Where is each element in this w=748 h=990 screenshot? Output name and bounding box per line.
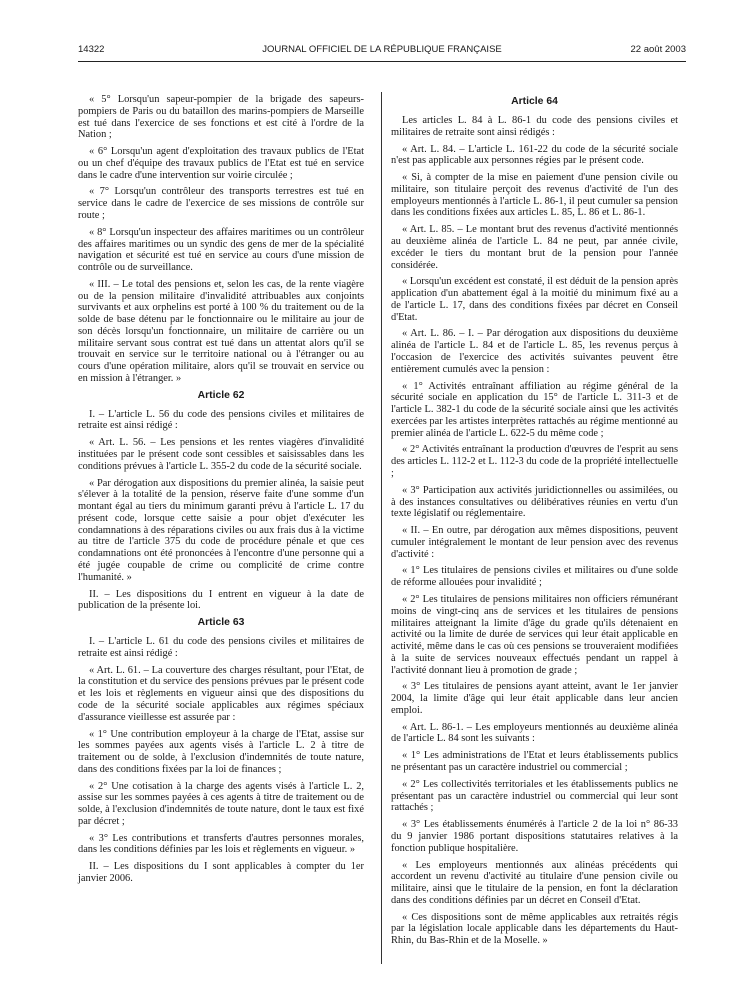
page-header [78, 44, 686, 58]
paragraph: Les articles L. 84 à L. 86-1 du code des pensions civiles et militaires de retraite sont ainsi rédigés : [391, 115, 678, 138]
paragraph: « 3° Les contributions et transferts d'autres personnes morales, dans les conditions définies par les lois et règlements en vigueur. » [78, 832, 364, 856]
page-number: 14322 [78, 44, 105, 55]
paragraph: « 1° Une contribution employeur à la charge de l'Etat, assise sur les sommes payées aux agents visés à l'article L. 2 à titre de traitement ou de solde, à l'exclusion d'indemnités de toute nature, dans des conditions fixées par la loi de finances ; [78, 728, 364, 775]
paragraph: « 2° Les titulaires de pensions militaires non officiers rémunérant moins de vingt-cinq ans de services et les titulaires de pensions militaires atteignant la limite d'âge du grade qu'ils détenaient en activité ou la limite de durée de services qui leur était applicable en activité, même dans le cas où ces pensions se trouveraient modifiées à la suite de services nouveaux effectués pendant un rappel à l'activité donnant lieu à promotion de grade ; [391, 594, 678, 676]
paragraph: « 5° Lorsqu'un sapeur-pompier de la brigade des sapeurs-pompiers de Paris ou du bataillon des marins-pompiers de Marseille est tué dans l'exercice de ses fonctions et est cité à l'ordre de la Nation ; [78, 94, 364, 141]
paragraph: « Ces dispositions sont de même applicables aux retraités régis par la législation locale applicable dans les départements du Haut-Rhin, du Bas-Rhin et de la Moselle. » [391, 911, 678, 947]
paragraph: « III. – Le total des pensions et, selon les cas, de la rente viagère ou de la pension militaire d'invalidité attribuables aux conjoints survivants et aux orphelins est porté à 100 % du traitement ou de la solde de base détenu par le fonctionnaire ou le militaire au jour de son décès lorsqu'un fonctionnaire, un militaire de carrière ou un militaire servant sous contrat est tué dans un attentat alors qu'il se trouvait en service sur le territoire national ou à l'étranger ou au cours d'une opération militaire, alors qu'il se trouvait en service ou en mission à l'étranger. » [78, 278, 364, 384]
paragraph: « 1° Les administrations de l'Etat et leurs établissements publics ne présentant pas un caractère industriel ou commercial ; [391, 750, 678, 774]
paragraph: « Les employeurs mentionnés aux alinéas précédents qui accordent un revenu d'activité au titulaire d'une pension civile ou militaire, ainsi que le titulaire de la pension, en font la déclaration dans des conditions définies par un décret en Conseil d'Etat. [391, 859, 678, 906]
issue-date: 22 août 2003 [630, 44, 686, 55]
paragraph: I. – L'article L. 61 du code des pensions civiles et militaires de retraite est ainsi rédigé : [78, 636, 364, 659]
paragraph: « 6° Lorsqu'un agent d'exploitation des travaux publics de l'Etat ou un chef d'équipe des travaux publics de l'Etat est tué en service dans le cadre d'une intervention sur voirie circulée ; [78, 146, 364, 181]
paragraph: II. – Les dispositions du I entrent en vigueur à la date de publication de la présente loi. [78, 588, 364, 612]
paragraph: « Si, à compter de la mise en paiement d'une pension civile ou militaire, son titulaire perçoit des revenus d'activité de l'un des employeurs mentionnés à l'article L. 86-1, il peut cumuler sa pension dans les conditions fixées aux articles L. 85, L. 86 et L. 86-1. [391, 172, 678, 219]
right-column [391, 94, 678, 952]
column-divider [381, 92, 382, 964]
paragraph: « Art. L. 56. – Les pensions et les rentes viagères d'invalidité instituées par le présent code sont cessibles et saisissables dans les conditions prévues à l'article L. 355-2 du code de la sécurité sociale. [78, 437, 364, 472]
paragraph: « Art. L. 85. – Le montant brut des revenus d'activité mentionnés au deuxième alinéa de l'article L. 84 ne peut, par année civile, excéder le tiers du montant brut de la pension pour l'année considérée. [391, 224, 678, 271]
paragraph: « Art. L. 86-1. – Les employeurs mentionnés au deuxième alinéa de l'article L. 84 sont les suivants : [391, 721, 678, 745]
paragraph: « 2° Activités entraînant la production d'œuvres de l'esprit au sens des articles L. 112-2 et L. 112-3 du code de la propriété intellectuelle ; [391, 444, 678, 479]
header-rule [78, 61, 686, 62]
paragraph: « 3° Les établissements énumérés à l'article 2 de la loi n° 86-33 du 9 janvier 1986 portant dispositions statutaires relatives à la fonction publique hospitalière. [391, 819, 678, 854]
paragraph: « 8° Lorsqu'un inspecteur des affaires maritimes ou un contrôleur des affaires maritimes ou un syndic des gens de mer de la spécialité navigation et sécurité est tué en service au cours d'une mission de contrôle ou de surveillance. [78, 226, 364, 274]
paragraph: « 1° Activités entraînant affiliation au régime général de la sécurité sociale en application du 15° de l'article L. 311-3 et de l'article L. 382-1 du code de la sécurité sociale ainsi que les activités exercées par les artistes interprètes rattachés au régime mentionné au premier alinéa de l'article L. 622-5 du même code ; [391, 380, 678, 439]
paragraph: « 2° Une cotisation à la charge des agents visés à l'article L. 2, assise sur les sommes payées à ces agents à titre de traitement ou de solde, à l'exclusion d'indemnités de toute nature, dont le taux est fixé par décret ; [78, 780, 364, 827]
paragraph: « 7° Lorsqu'un contrôleur des transports terrestres est tué en service dans le cadre de l'exercice de ses missions de contrôle sur route ; [78, 186, 364, 221]
article-heading: Article 62 [197, 389, 245, 401]
article-heading: Article 64 [511, 96, 558, 107]
paragraph: « II. – En outre, par dérogation aux mêmes dispositions, peuvent cumuler intégralement le montant de leur pension avec des revenus d'activité : [391, 525, 678, 560]
paragraph: I. – L'article L. 56 du code des pensions civiles et militaires de retraite est ainsi rédigé : [78, 408, 364, 432]
paragraph: « Art. L. 86. – I. – Par dérogation aux dispositions du deuxième alinéa de l'article L. 84 et de l'article L. 85, les revenus perçus à l'occasion de l'exercice des activités suivantes peuvent être entièrement cumulés avec la pension : [391, 328, 678, 375]
paragraph: « 2° Les collectivités territoriales et les établissements publics ne présentant pas un caractère industriel ou commercial qui leur sont rattachés ; [391, 778, 678, 814]
paragraph: II. – Les dispositions du I sont applicables à compter du 1er janvier 2006. [78, 861, 364, 885]
paragraph: « Lorsqu'un excédent est constaté, il est déduit de la pension après application d'un abattement égal à la moitié du minimum fixé au a de l'article L. 17, dans des conditions fixées par décret en Conseil d'Etat. [391, 276, 678, 323]
article-heading: Article 63 [197, 617, 245, 629]
journal-title: JOURNAL OFFICIEL DE LA RÉPUBLIQUE FRANÇAISE [262, 44, 502, 55]
paragraph: « Art. L. 61. – La couverture des charges résultant, pour l'Etat, de la constitution et du service des pensions prévues par le présent code et les lois et règlements en vigueur ainsi que des dispositions du code de la sécurité sociale applicables aux régimes spéciaux d'assurance vieillesse est assurée par : [78, 664, 364, 723]
paragraph: « Art. L. 84. – L'article L. 161-22 du code de la sécurité sociale n'est pas applicable aux personnes régies par le présent code. [391, 143, 678, 167]
paragraph: « 3° Participation aux activités juridictionnelles ou assimilées, ou à des instances consultatives ou délibératives réunies en vertu d'un texte législatif ou réglementaire. [391, 484, 678, 520]
paragraph: « 1° Les titulaires de pensions civiles et militaires ou d'une solde de réforme allouées pour invalidité ; [391, 565, 678, 589]
left-column [78, 94, 364, 890]
paragraph: « Par dérogation aux dispositions du premier alinéa, la saisie peut s'élever à la totalité de la pension, réserve faite d'une somme d'un montant égal au tiers du minimum garanti prévu à l'article L. 17 du présent code, lorsque cette saisie a pour objet d'exécuter les condamnations à des réparations civiles ou aux frais dus à la victime au titre de l'article 375 du code de procédure pénale et que ces condamnations ont été prononcées à l'encontre d'une personne qui a été jugée coupable de crime ou complicité de crime contre l'humanité. » [78, 477, 364, 583]
paragraph: « 3° Les titulaires de pensions ayant atteint, avant le 1er janvier 2004, la limite d'âge qui leur était applicable dans leur ancien emploi. [391, 681, 678, 716]
